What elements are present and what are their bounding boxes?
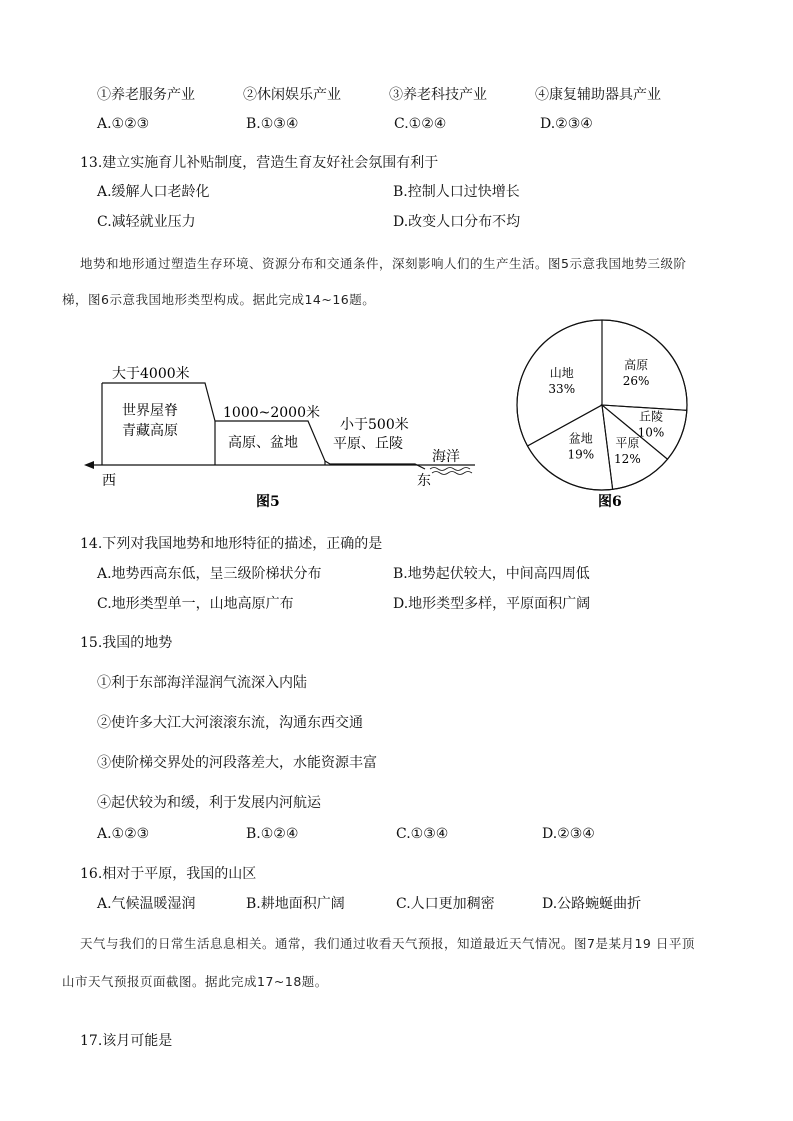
q12-item-2: ②休闲娱乐产业 (243, 87, 341, 103)
q15-option-d: D.②③④ (542, 826, 595, 842)
east-label: 东 (417, 473, 431, 489)
pie-slice-value-1: 26% (622, 373, 650, 388)
figure-6-caption: 图6 (598, 494, 622, 510)
q15-item-1: ①利于东部海洋湿润气流深入内陆 (97, 675, 307, 691)
step-2-name: 高原、盆地 (228, 435, 298, 451)
q16-option-c: C.人口更加稠密 (396, 896, 495, 912)
pie-slice-value-3: 12% (614, 452, 641, 467)
west-label: 西 (102, 473, 116, 489)
q12-option-c: C.①②④ (394, 116, 447, 132)
step-1-name-line-1: 世界屋脊 (122, 403, 178, 419)
q15-stem: 15.我国的地势 (80, 635, 173, 651)
passage-2-line-2: 山市天气预报页面截图。据此完成17~18题。 (62, 974, 328, 989)
q15-option-c: C.①③④ (396, 826, 449, 842)
q16-stem: 16.相对于平原，我国的山区 (80, 866, 257, 882)
sea-label: 海洋 (432, 449, 460, 465)
q15-item-3: ③使阶梯交界处的河段落差大，水能资源丰富 (97, 755, 377, 771)
q12-item-4: ④康复辅助器具产业 (535, 87, 661, 103)
q12-option-a: A.①②③ (97, 116, 150, 132)
pie-slice-value-2: 10% (637, 425, 665, 440)
pie-slice-label-2: 丘陵 (638, 409, 664, 424)
q13-option-b: B.控制人口过快增长 (393, 184, 520, 200)
q14-option-a: A.地势西高东低，呈三级阶梯状分布 (97, 566, 322, 582)
step-1-altitude: 大于4000米 (112, 366, 190, 382)
pie-slice-label-3: 平原 (615, 436, 640, 451)
pie-slice-label-5: 山地 (549, 366, 574, 381)
q14-option-d: D.地形类型多样，平原面积广阔 (393, 596, 591, 612)
figure-5-terrain-steps (80, 355, 485, 515)
q14-option-c: C.地形类型单一，山地高原广布 (97, 596, 294, 612)
step-2-altitude: 1000~2000米 (223, 405, 320, 421)
pie-slice-value-5: 33% (548, 382, 576, 397)
q15-option-a: A.①②③ (97, 826, 150, 842)
q13-option-c: C.减轻就业压力 (97, 214, 196, 230)
step-1-name-line-2: 青藏高原 (122, 423, 178, 439)
q12-item-1: ①养老服务产业 (97, 87, 195, 103)
q15-item-4: ④起伏较为和缓，利于发展内河航运 (97, 795, 321, 811)
q14-stem: 14.下列对我国地势和地形特征的描述，正确的是 (80, 536, 383, 552)
step-3-altitude: 小于500米 (340, 417, 409, 433)
q13-option-d: D.改变人口分布不均 (393, 214, 521, 230)
q12-option-b: B.①③④ (246, 116, 299, 132)
pie-slice-value-4: 19% (567, 447, 595, 462)
passage-1-line-1: 地势和地形通过塑造生存环境、资源分布和交通条件，深刻影响人们的生产生活。图5示意我国地势三级阶 (80, 256, 687, 271)
q17-stem: 17.该月可能是 (80, 1033, 173, 1049)
q16-option-a: A.气候温暖湿润 (97, 896, 196, 912)
q12-item-3: ③养老科技产业 (389, 87, 487, 103)
q15-option-b: B.①②④ (246, 826, 299, 842)
q13-option-a: A.缓解人口老龄化 (97, 184, 210, 200)
q16-option-d: D.公路蜿蜒曲折 (542, 896, 642, 912)
figure-6-pie-chart (510, 310, 710, 515)
pie-slice-label-1: 高原 (624, 357, 649, 372)
q15-item-2: ②使许多大江大河滚滚东流，沟通东西交通 (97, 715, 363, 731)
passage-2-line-1: 天气与我们的日常生活息息相关。通常，我们通过收看天气预报，知道最近天气情况。图7是某月19 日平顶 (80, 936, 695, 951)
q14-option-b: B.地势起伏较大，中间高四周低 (393, 566, 590, 582)
q12-option-d: D.②③④ (540, 116, 593, 132)
q13-stem: 13.建立实施育儿补贴制度，营造生育友好社会氛围有利于 (80, 155, 439, 171)
pie-slice-label-4: 盆地 (568, 431, 593, 446)
passage-1-line-2: 梯，图6示意我国地形类型构成。据此完成14~16题。 (62, 292, 376, 307)
q16-option-b: B.耕地面积广阔 (246, 896, 345, 912)
step-3-name: 平原、丘陵 (333, 436, 403, 452)
figure-5-caption: 图5 (256, 494, 280, 510)
